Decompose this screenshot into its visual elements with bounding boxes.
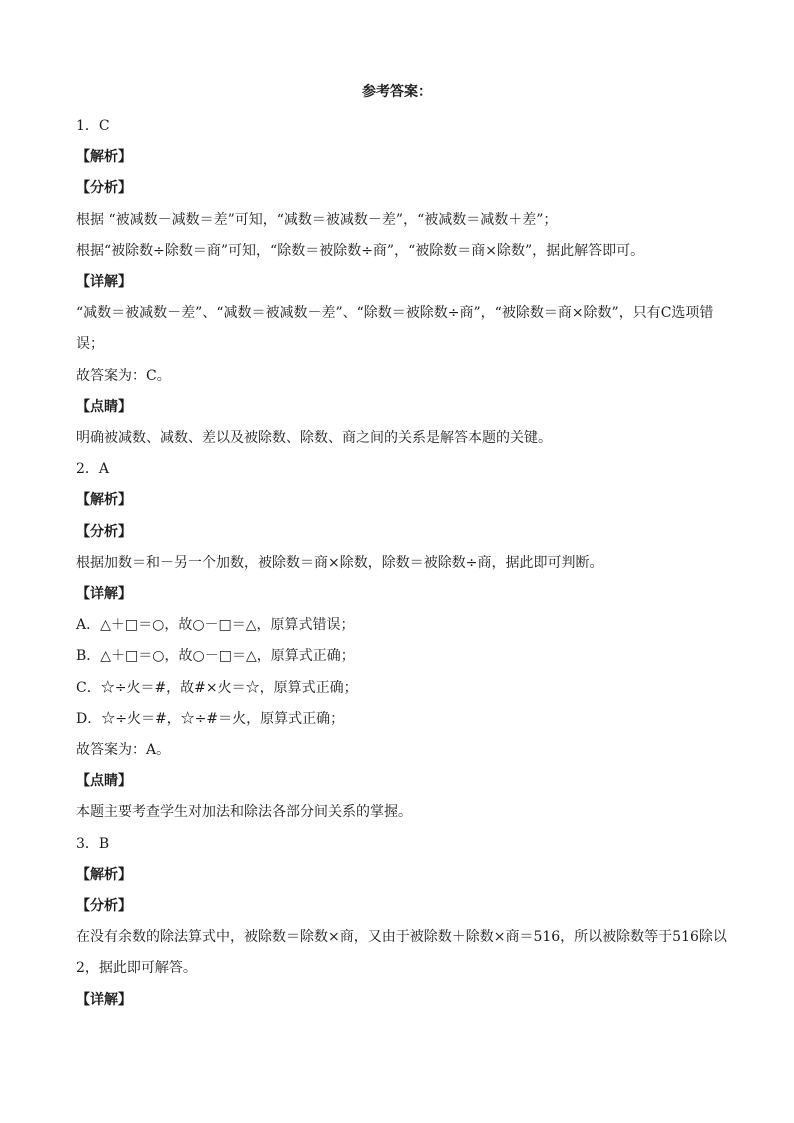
text-line: 故答案为：C。	[76, 367, 171, 384]
section-heading: 【解析】	[76, 492, 132, 509]
section-heading: 【解析】	[76, 866, 132, 883]
text-line: C．☆÷火＝#，故#×火＝☆，原算式正确；	[76, 679, 358, 696]
text-line: 本题主要考查学生对加法和除法各部分间关系的掌握。	[76, 804, 412, 821]
text-line: 根据 “被减数－减数＝差”可知，“减数＝被减数－差”，“被减数＝减数＋差”；	[76, 211, 558, 228]
question-number: 1．C	[76, 118, 110, 134]
question-number: 2．A	[76, 461, 110, 478]
text-line: 根据加数＝和－另一个加数，被除数＝商×除数，除数＝被除数÷商，据此即可判断。	[76, 554, 604, 571]
text-line: D．☆÷火＝#，☆÷#＝火，原算式正确；	[76, 710, 345, 727]
text-line: “减数＝被减数－差”、“减数＝被减数－差”、“除数＝被除数÷商”，“被除数＝商×除数”，只有C选项错	[76, 305, 714, 322]
text-line: 根据“被除数÷除数＝商”可知，“除数＝被除数÷商”，“被除数＝商×除数”，据此解答即可。	[76, 242, 645, 259]
answer-content	[76, 111, 727, 1016]
section-heading: 【详解】	[76, 586, 132, 603]
section-heading: 【点睛】	[76, 398, 132, 415]
text-line: B．△＋□＝○，故○－□＝△，原算式正确；	[76, 648, 355, 665]
text-line: 2，据此即可解答。	[76, 960, 197, 977]
text-line: A．△＋□＝○，故○－□＝△，原算式错误；	[76, 617, 355, 634]
text-line: 明确被减数、减数、差以及被除数、除数、商之间的关系是解答本题的关键。	[76, 430, 552, 447]
section-heading: 【详解】	[76, 274, 132, 291]
section-heading: 【解析】	[76, 149, 132, 166]
section-heading: 【分析】	[76, 898, 132, 915]
answer-key-title: 参考答案：	[362, 84, 432, 100]
text-line: 误；	[76, 336, 104, 353]
section-heading: 【详解】	[76, 991, 132, 1008]
section-heading: 【点睛】	[76, 773, 132, 790]
section-heading: 【分析】	[76, 523, 132, 540]
question-number: 3．B	[76, 835, 110, 852]
text-line: 故答案为：A。	[76, 742, 171, 759]
text-line: 在没有余数的除法算式中，被除数＝除数×商，又由于被除数＋除数×商＝516，所以被除数等于516除以	[76, 929, 727, 946]
section-heading: 【分析】	[76, 180, 132, 197]
